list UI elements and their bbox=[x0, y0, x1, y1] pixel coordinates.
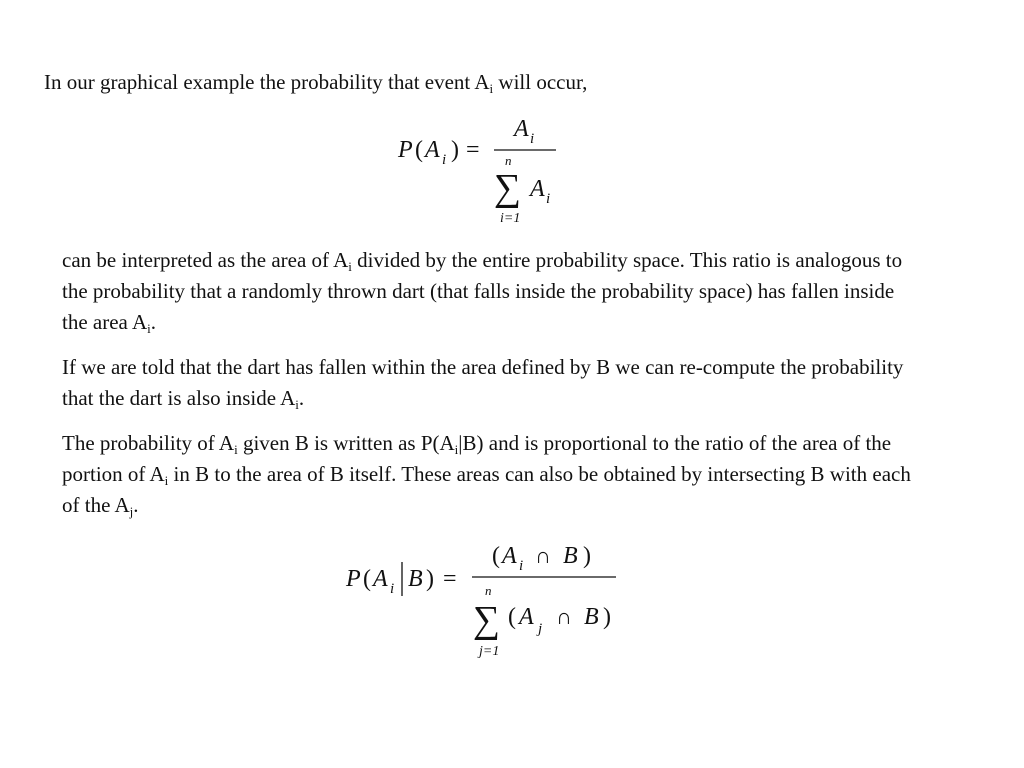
f1-lhs-sub: i bbox=[442, 152, 447, 168]
f1-lhs-close: ) bbox=[451, 137, 459, 163]
intro-text-end: will occur, bbox=[493, 70, 588, 94]
f1-sum-lower: i=1 bbox=[500, 211, 521, 226]
p3-subscript-1: i bbox=[234, 442, 238, 457]
f1-den-var: A bbox=[530, 176, 545, 202]
f2-num-sub: i bbox=[519, 558, 524, 574]
f2-lhs-sub: i bbox=[390, 581, 395, 597]
f2-num-cap: ∩ bbox=[535, 543, 551, 568]
f1-lhs-open: ( bbox=[415, 137, 423, 163]
f2-sum-lower: j=1 bbox=[479, 644, 500, 659]
paragraph-recompute bbox=[62, 352, 922, 414]
p1-text-2: divided by the entire probability space. This ratio is analogous to the probability that a randomly thrown dart (that falls inside the probability space) has fallen inside the area A bbox=[62, 248, 903, 334]
f2-num-close: ) bbox=[583, 543, 591, 569]
f2-equals: = bbox=[443, 566, 457, 592]
f2-den-b: B bbox=[584, 604, 599, 630]
p1-subscript-2: i bbox=[147, 321, 151, 336]
p2-text-1: If we are told that the dart has fallen within the area defined by B we can re-compute the probability that the dart is also inside A bbox=[62, 355, 904, 410]
f1-num-sub: i bbox=[530, 131, 535, 147]
intro-subscript: i bbox=[489, 81, 494, 96]
paragraph-conditional bbox=[62, 428, 922, 521]
f2-den-open: ( bbox=[508, 604, 516, 630]
f2-den-close: ) bbox=[603, 604, 611, 630]
f1-lhs-var: A bbox=[425, 137, 440, 163]
f2-lhs-open: ( bbox=[363, 566, 371, 592]
f1-lhs-fn: P bbox=[398, 137, 413, 163]
f2-num-var: A bbox=[502, 543, 517, 569]
f2-num-b: B bbox=[563, 543, 578, 569]
f2-num-open: ( bbox=[492, 543, 500, 569]
p2-subscript-1: i bbox=[295, 397, 299, 412]
p3-subscript-3: i bbox=[164, 473, 169, 488]
p3-subscript-4: j bbox=[129, 504, 134, 519]
f2-lhs-fn: P bbox=[346, 566, 361, 592]
f2-sum-upper: n bbox=[485, 583, 492, 598]
p1-text-1: can be interpreted as the area of A bbox=[62, 248, 349, 272]
p3-text-1: The probability of A bbox=[62, 431, 235, 455]
f1-sum-symbol: ∑ bbox=[494, 167, 522, 209]
f2-lhs-var: A bbox=[373, 566, 388, 592]
p3-text-5: . bbox=[133, 493, 139, 517]
f2-sum-symbol: ∑ bbox=[473, 599, 501, 641]
p1-text-3: . bbox=[150, 310, 156, 334]
f2-lhs-cond: B bbox=[408, 566, 423, 592]
f1-num-var: A bbox=[514, 116, 529, 142]
f2-den-cap: ∩ bbox=[556, 604, 572, 629]
intro-text: In our graphical example the probability that event A bbox=[44, 70, 490, 94]
f2-den-var: A bbox=[519, 604, 534, 630]
f1-sum-upper: n bbox=[505, 153, 512, 168]
f2-den-sub: j bbox=[538, 621, 543, 637]
f1-equals: = bbox=[466, 137, 480, 163]
p3-text-2: given B is written as P(A bbox=[237, 431, 455, 455]
p1-subscript-1: i bbox=[348, 259, 352, 274]
p3-subscript-2: i bbox=[454, 442, 459, 457]
f2-lhs-close: ) bbox=[426, 566, 434, 592]
intro-sentence bbox=[44, 67, 944, 98]
p3-text-4: in B to the area of B itself. These areas can also be obtained by intersecting B with each of the A bbox=[62, 462, 911, 517]
f1-den-sub: i bbox=[546, 191, 551, 207]
paragraph-area-interpretation bbox=[62, 245, 922, 338]
p2-text-2: . bbox=[298, 386, 305, 410]
p3-text-3: |B) and is proportional to the ratio of the area of the portion of A bbox=[62, 431, 892, 486]
